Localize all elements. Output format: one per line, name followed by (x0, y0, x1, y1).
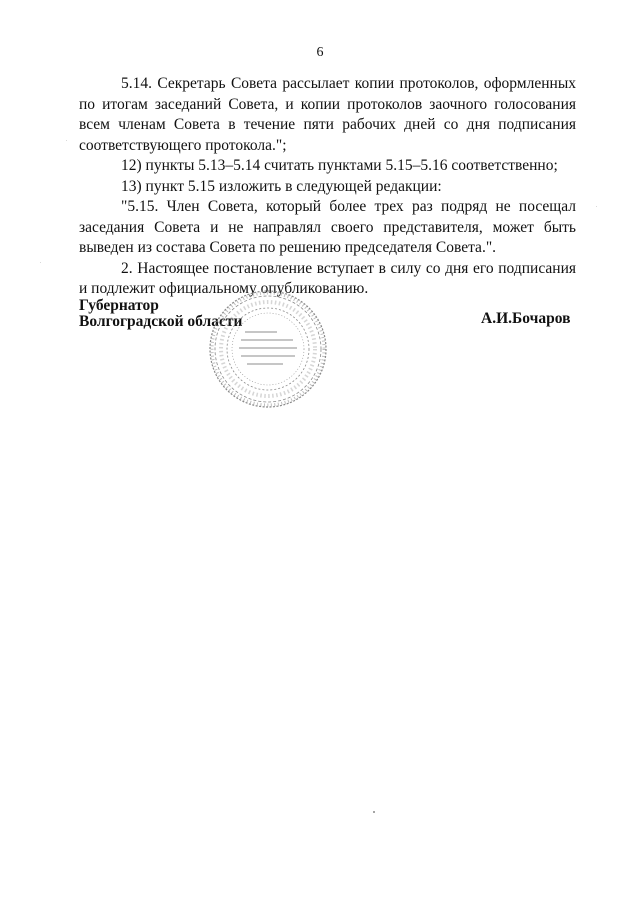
paragraph-5-15: "5.15. Член Совета, который более трех раз подряд не посещал заседания Совета и не направлял своего представителя, может быть выведен из состава Совета по решению председателя Совета.". (79, 198, 576, 256)
scan-speck (373, 811, 375, 813)
paragraph-item-13: 13) пункт 5.15 изложить в следующей редакции: (121, 177, 442, 195)
paragraph-5-14: 5.14. Секретарь Совета рассылает копии протоколов, оформленных по итогам заседаний Совета, и копии протоколов заочного голосования всем членам Совета в течение пяти рабочих дней со дня подписания соответствующего протокола."; (79, 75, 576, 154)
scan-speck (40, 262, 41, 263)
paragraph-effective-date: 2. Настоящее постановление вступает в силу со дня его подписания и подлежит официальному опубликованию. (79, 259, 576, 297)
official-seal-stamp (207, 288, 329, 410)
signatory-name: А.И.Бочаров (481, 310, 571, 327)
scan-speck (596, 206, 597, 207)
signature-title-line2: Волгоградской области (79, 313, 243, 330)
document-body (79, 74, 576, 300)
page-number: 6 (316, 45, 324, 60)
signature-title-line1: Губернатор (79, 297, 159, 314)
scan-speck (66, 140, 67, 141)
paragraph-item-12: 12) пункты 5.13–5.14 считать пунктами 5.15–5.16 соответственно; (121, 157, 558, 174)
